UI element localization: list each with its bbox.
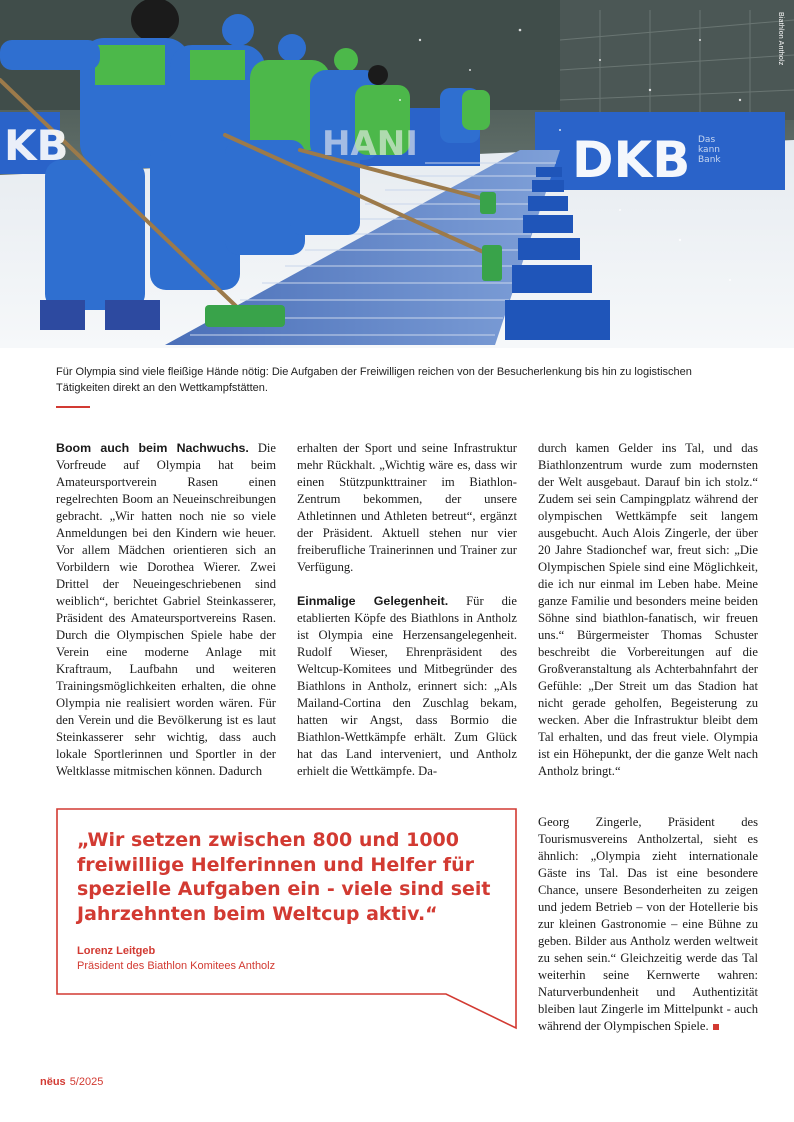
hero-photo: [0, 0, 794, 348]
section2-text-part2: durch kamen Gelder ins Tal, und das Biathlonzentrum wurde zum modernsten der Welt ausgebaut. Darauf bin ich stolz.“ Zudem sei sein Campingplatz während der olympischen Wettkämpfe seit langem ausgebucht. Auch Alois Zingerle, der über 20 Jahre Stadionchef war, freut sich: „Die Olympischen Spiele sind eine Möglichkeit, die ich nur einmal im Leben habe. Meine ganze Familie und besonders meine beiden Söhne sind biathlon-fanatisch, wir freuen uns.“ Bürgermeister Thomas Schuster beschreibt die Vorbereitungen auf die Großveranstaltung als Achterbahnfahrt der Gefühle: „Der Streit um das Stadion hat nicht gerade geholfen, Begeisterung zu wecken. Aber die Infrastruktur bleibt dem Tal erhalten, und das freut viele. Olympia ist ein Höhepunkt, der die ganze Welt nach Antholz bringt.“: [538, 441, 758, 778]
section-heading-gelegenheit: Einmalige Gelegenheit.: [297, 594, 449, 608]
banner-left-text: KB: [4, 121, 69, 170]
pull-quote: „Wir setzen zwischen 800 und 1000 freiwillige Helferinnen und Helfer für spezielle Aufgaben ein - viele sind seit Jahrzehnten beim Weltcup aktiv.“: [77, 829, 491, 925]
end-mark-icon: [713, 1024, 719, 1030]
section3-text: Georg Zingerle, Präsident des Tourismusvereins Antholzertal, sieht es ähnlich: „Olympia zieht internationale Gäste ins Tal. Das ist eine besondere Chance, unsere Besonderheiten zu zeigen und jedem Betrieb – von der Hotellerie bis zur kleinen Gastronomie – eine Bühne zu geben. Bilder aus Antholz werden weltweit zu sehen sein.“ Gleichzeitig werde das Tal weiterhin seine Kernwerte wahren: Naturverbundenheit und Authentizität bleiben laut Zingerle im Mittelpunkt - auch während der Olympischen Spiele.: [538, 815, 758, 1033]
photo-credit: [772, 12, 786, 112]
banner-middle-text: HANI: [322, 124, 418, 164]
article-column-3-lower: [538, 814, 758, 1035]
article-column-3: [538, 440, 758, 780]
biathlon-volunteers-illustration: [0, 0, 794, 348]
article-column-2: [297, 440, 517, 780]
quote-author-role: Präsident des Biathlon Komitees Antholz: [77, 960, 276, 972]
photo-credit-text: Biathlon Antholz: [777, 12, 784, 66]
article-column-1: [56, 440, 276, 780]
section2-text-part1: Für die etablierten Köpfe des Biathlons in Antholz ist Olympia eine Herzensangelegenheit. Rudolf Wieser, Ehrenpräsident des Weltcup-Komitees und Mitbegründer des Biathlons in Antholz, erinnert sich: „Als Mailand-Cortina den Zuschlag bekam, hatten wir Angst, dass Bormio die Biathlon-Wettkämpfe erhält. Zum Glück hat das Land interveniert, und Antholz erhielt die Wettkämpfe. Da-: [297, 594, 517, 778]
section1-text-part2: erhalten der Sport und seine Infrastruktur mehr Rückhalt. „Wichtig wäre es, dass wir einen Stützpunkttrainer im Biathlon-Zentrum bekommen, der unsere Athletinnen und Athleten betreut“, ergänzt der Präsident. Aktuell stehen nur vier freiberufliche Trainerinnen und Trainer zur Verfügung.: [297, 441, 517, 574]
banner-dkb-text: DKB: [572, 131, 691, 189]
section-heading-boom: Boom auch beim Nachwuchs.: [56, 441, 249, 455]
magazine-brand: nëus: [40, 1076, 66, 1088]
page-footer: [40, 1076, 103, 1088]
section1-text-part1: Die Vorfreude auf Olympia hat beim Amateursportverein Rasen einen regelrechten Boom an Neueinschreibungen gebracht. „Wir hatten noch nie so viele Anmeldungen bei den Kindern wie heuer. Vor allem Mädchen orientieren sich an Vorbildern wie Dorothea Wierer. Zwei Drittel der Neueingeschriebenen sind weiblich“, berichtet Gabriel Steinkasserer, Präsident des Amateursportvereins Rasen. Durch die Olympischen Spiele habe der Verein eine moderne Anlage mit Kraftraum, Laufbahn und weiteren Trainingsmöglichkeiten erhalten, die ohne Olympia nie realisiert worden wären. Für den Verein und die Bevölkerung ist es laut Steinkasserer sehr wichtig, dass auch lokale Sportlerinnen und Sportler in der Weltklasse mitmischen können. Dadurch: [56, 441, 276, 778]
issue-number: 5/2025: [69, 1076, 104, 1088]
quote-author: Lorenz Leitgeb: [77, 945, 156, 957]
caption-divider: [56, 406, 90, 408]
photo-caption: Für Olympia sind viele fleißige Hände nötig: Die Aufgaben der Freiwilligen reichen von der Besucherlenkung bis hin zu logistischen Tätigkeiten direkt an den Wettkampfstätten.: [56, 366, 692, 394]
banner-dkb-subtext: Das kann Bank: [698, 135, 721, 165]
